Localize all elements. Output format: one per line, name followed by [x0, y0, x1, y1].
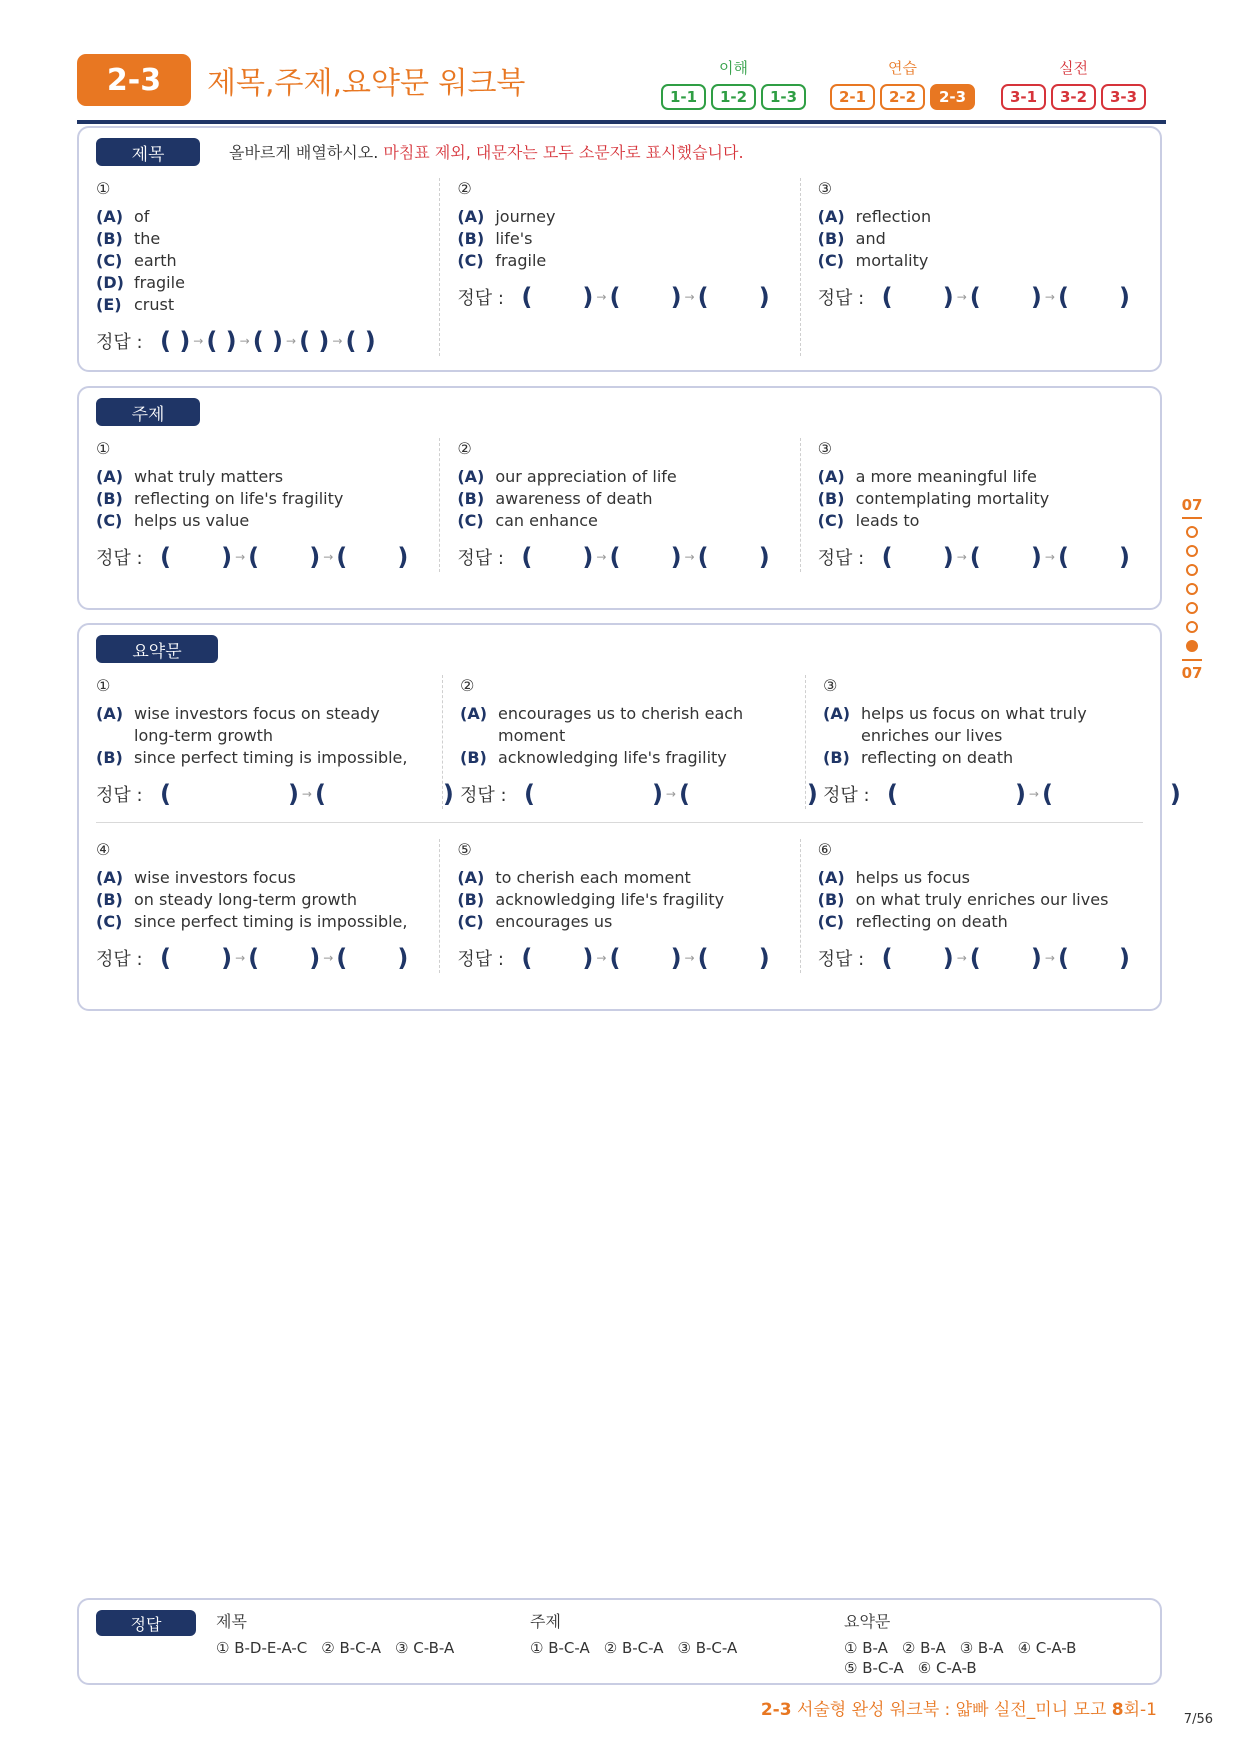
answer-blank[interactable]: ( ) — [524, 780, 663, 808]
answer-key-summary-group: 요약문 ① B-A ② B-A ③ B-A ④ C-A-B ⑤ B-C-A ⑥ C-A-B — [844, 1612, 1077, 1677]
side-page-number-bottom: 07 — [1181, 664, 1203, 682]
answer-blank[interactable]: ( ) — [881, 944, 954, 972]
option-item: (C) can enhance — [457, 511, 598, 530]
option-item: (C) mortality — [817, 251, 929, 270]
option-item: (B) life's — [457, 229, 533, 248]
option-item: (B) on what truly enriches our lives — [817, 890, 1109, 909]
answer-blank[interactable]: ( ) — [887, 780, 1026, 808]
option-item: (A) our appreciation of life — [457, 467, 677, 486]
option-item: (B) reflecting on death — [823, 748, 1014, 767]
section-badge: 2-3 — [77, 54, 191, 106]
title-section-panel — [77, 126, 1162, 372]
answer-row: 정답 : ( ) → ( ) → ( ) — [457, 944, 770, 972]
question-block — [442, 675, 818, 809]
question-number: ⑤ — [457, 840, 472, 859]
instruction-note: 마침표 제외, 대문자는 모두 소문자로 표시했습니다. — [378, 143, 744, 162]
answer-blank[interactable]: ( ) — [881, 543, 954, 571]
option-item: (A) to cherish each moment — [457, 868, 691, 887]
answer-row: 정답 : ( ) → ( ) — [96, 780, 454, 808]
answer-key-title-group: 제목 ① B-D-E-A-C ② B-C-A ③ C-B-A — [216, 1612, 455, 1657]
nav-group-real — [1001, 58, 1146, 110]
answer-blank[interactable]: ( ) — [345, 327, 376, 355]
option-item: (A) a more meaningful life — [817, 467, 1037, 486]
option-item: (C) leads to — [817, 511, 920, 530]
answer-blank[interactable]: ( ) — [336, 944, 409, 972]
answer-blank[interactable]: ( ) — [160, 327, 191, 355]
progress-dot[interactable] — [1186, 621, 1198, 633]
nav-group-understand — [661, 58, 806, 110]
answer-row: 정답 : ( ) → ( ) → ( ) — [96, 543, 409, 571]
answer-key-theme-group: 주제 ① B-C-A ② B-C-A ③ B-C-A — [530, 1612, 738, 1657]
answer-blank[interactable]: ( ) — [969, 944, 1042, 972]
answer-key-tag: 정답 — [96, 1610, 196, 1636]
question-number: ④ — [96, 840, 111, 859]
answer-blank[interactable]: ( ) — [881, 283, 954, 311]
nav-button-2-1[interactable]: 2-1 — [830, 84, 875, 110]
answer-blank[interactable]: ( ) — [160, 543, 233, 571]
progress-dot[interactable] — [1186, 602, 1198, 614]
nav-button-3-2[interactable]: 3-2 — [1051, 84, 1096, 110]
answer-blank[interactable]: ( ) — [609, 283, 682, 311]
answer-blank[interactable]: ( ) — [160, 780, 299, 808]
answer-blank[interactable]: ( ) — [969, 543, 1042, 571]
answer-row: 정답 : ( ) → ( ) → ( ) → ( ) → ( ) — [96, 327, 376, 355]
nav-button-1-3[interactable]: 1-3 — [761, 84, 806, 110]
option-item: (D) fragile — [96, 273, 185, 292]
header-divider — [77, 120, 1166, 124]
progress-dot[interactable] — [1186, 545, 1198, 557]
option-item: (B) reflecting on life's fragility — [96, 489, 344, 508]
option-item: (B) contemplating mortality — [817, 489, 1050, 508]
answer-blank[interactable]: ( ) — [206, 327, 237, 355]
question-block — [800, 178, 1160, 356]
page-title: 제목,주제,요약문 워크북 — [207, 66, 526, 101]
question-number: ② — [457, 179, 472, 198]
answer-row: 정답 : ( ) → ( ) → ( ) — [457, 283, 770, 311]
answer-blank[interactable]: ( ) — [160, 944, 233, 972]
nav-button-1-1[interactable]: 1-1 — [661, 84, 706, 110]
answer-blank[interactable]: ( ) — [1057, 543, 1131, 571]
answer-blank[interactable]: ( ) — [609, 543, 682, 571]
side-page-number-top: 07 — [1181, 496, 1203, 514]
option-item: (B) awareness of death — [457, 489, 653, 508]
answer-blank[interactable]: ( ) — [252, 327, 284, 355]
question-number: ③ — [817, 179, 832, 198]
option-item: (B) acknowledging life's fragility — [460, 748, 727, 767]
section-tag-summary: 요약문 — [96, 635, 218, 663]
progress-dot-active[interactable] — [1186, 640, 1198, 652]
question-block — [79, 675, 454, 809]
option-item: (B) since perfect timing is impossible, — [96, 748, 408, 767]
answer-blank[interactable]: ( ) — [521, 944, 594, 972]
instruction-text — [229, 140, 744, 163]
answer-blank[interactable]: ( ) — [299, 327, 330, 355]
question-block — [79, 178, 439, 356]
option-item: (C) since perfect timing is impossible, — [96, 912, 408, 931]
footer-title: 2-3 서술형 완성 워크북 : 얇빠 실전_미니 모고 8회-1 — [760, 1700, 1157, 1720]
question-block — [79, 839, 439, 973]
option-item: (C) fragile — [457, 251, 547, 270]
nav-button-3-3[interactable]: 3-3 — [1101, 84, 1146, 110]
answer-row: 정답 : ( ) → ( ) → ( ) — [817, 944, 1131, 972]
page-header — [77, 52, 1166, 124]
answer-blank[interactable]: ( ) — [248, 944, 321, 972]
side-divider — [1182, 659, 1202, 661]
option-item: (C) earth — [96, 251, 177, 270]
option-item: (B) on steady long-term growth — [96, 890, 358, 909]
question-block — [439, 839, 799, 973]
nav-group-label: 이해 — [719, 59, 748, 77]
option-item: (A) wise investors focus — [96, 868, 296, 887]
progress-dot[interactable] — [1186, 526, 1198, 538]
question-number: ② — [460, 676, 475, 695]
answer-key-panel — [77, 1598, 1162, 1685]
answer-row: 정답 : ( ) → ( ) → ( ) — [96, 944, 409, 972]
progress-dot[interactable] — [1186, 564, 1198, 576]
question-number: ③ — [823, 676, 838, 695]
nav-button-3-1[interactable]: 3-1 — [1001, 84, 1046, 110]
option-item: (C) reflecting on death — [817, 912, 1008, 931]
nav-group-practice — [830, 58, 975, 110]
row-divider — [96, 822, 1143, 823]
answer-blank[interactable]: ( ) — [521, 283, 594, 311]
answer-blank[interactable]: ( ) — [697, 283, 770, 311]
answer-row: 정답 : ( ) → ( ) → ( ) — [457, 543, 770, 571]
nav-group-label: 연습 — [888, 59, 917, 77]
question-number: ③ — [817, 439, 832, 458]
answer-row: 정답 : ( ) → ( ) → ( ) — [817, 283, 1131, 311]
progress-dot[interactable] — [1186, 583, 1198, 595]
summary-section-panel — [77, 623, 1181, 1011]
option-item: (B) acknowledging life's fragility — [457, 890, 725, 909]
nav-group-label: 실전 — [1059, 59, 1088, 77]
page-number: 7/56 — [1183, 1712, 1213, 1727]
answer-blank[interactable]: ( ) — [314, 780, 454, 808]
option-item: (A) helps us focus — [817, 868, 970, 887]
question-number: ② — [457, 439, 472, 458]
answer-row: 정답 : ( ) → ( ) → ( ) — [817, 543, 1131, 571]
nav-button-2-2[interactable]: 2-2 — [880, 84, 925, 110]
nav-button-1-2[interactable]: 1-2 — [711, 84, 756, 110]
question-block — [800, 839, 1160, 973]
answer-blank[interactable]: ( ) — [248, 543, 321, 571]
option-item: (C) encourages us — [457, 912, 613, 931]
option-item: (E) crust — [96, 295, 175, 314]
side-divider — [1182, 517, 1202, 519]
option-item: (A) reflection — [817, 207, 932, 226]
instruction-plain: 올바르게 배열하시오. — [229, 143, 379, 162]
question-number: ① — [96, 439, 111, 458]
answer-blank[interactable]: ( ) — [969, 283, 1042, 311]
option-item: (A) helps us focus on what truly enriches our lives — [823, 704, 1087, 745]
section-tag-title: 제목 — [96, 138, 200, 166]
answer-blank[interactable]: ( ) — [609, 944, 682, 972]
nav-button-2-3[interactable]: 2-3 — [930, 84, 975, 110]
question-number: ① — [96, 676, 111, 695]
answer-blank[interactable]: ( ) — [336, 543, 409, 571]
question-block — [439, 178, 799, 356]
answer-blank[interactable]: ( ) — [521, 543, 594, 571]
option-item: (A) of — [96, 207, 150, 226]
option-item: (A) encourages us to cherish each moment — [460, 704, 744, 745]
option-item: (B) and — [817, 229, 886, 248]
option-item: (A) journey — [457, 207, 556, 226]
answer-blank[interactable]: ( ) — [697, 543, 770, 571]
question-block — [79, 438, 439, 572]
answer-blank[interactable]: ( ) — [1057, 944, 1131, 972]
option-item: (A) what truly matters — [96, 467, 284, 486]
theme-section-panel — [77, 386, 1162, 610]
answer-blank[interactable]: ( ) — [697, 944, 770, 972]
side-page-indicator — [1180, 495, 1204, 683]
answer-row: 정답 : ( ) → ( ) — [460, 780, 818, 808]
section-tag-theme: 주제 — [96, 398, 200, 426]
answer-row: 정답 : ( ) → ( ) — [823, 780, 1181, 808]
option-item: (C) helps us value — [96, 511, 250, 530]
question-block — [439, 438, 799, 572]
answer-blank[interactable]: ( ) — [1057, 283, 1131, 311]
question-number: ① — [96, 179, 111, 198]
question-number: ⑥ — [817, 840, 832, 859]
answer-blank[interactable]: ( ) — [1041, 780, 1181, 808]
answer-blank[interactable]: ( ) — [678, 780, 818, 808]
question-block — [805, 675, 1181, 809]
question-block — [800, 438, 1160, 572]
option-item: (A) wise investors focus on steady long-term growth — [96, 704, 380, 745]
option-item: (B) the — [96, 229, 161, 248]
